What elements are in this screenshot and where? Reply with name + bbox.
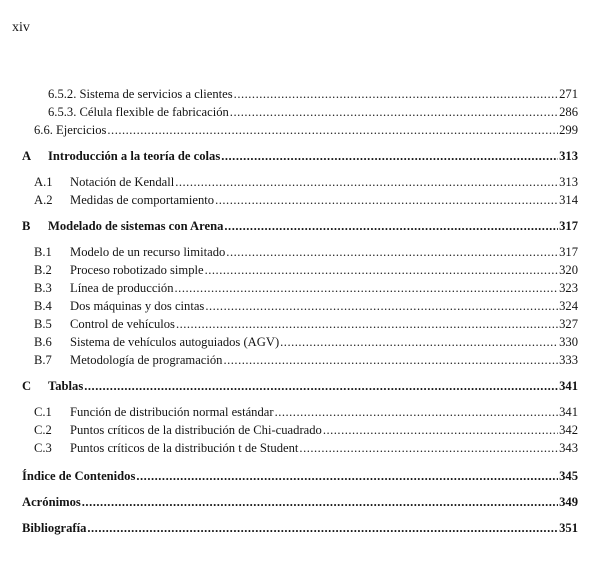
toc-entry-title: Acrónimos — [22, 495, 81, 509]
dot-leader — [275, 405, 559, 420]
toc-entry-page: 342 — [559, 423, 578, 437]
entry-number: B.5 — [34, 317, 52, 331]
entry-title: Puntos críticos de la distribución de Chi-cuadrado — [70, 423, 322, 437]
entry-title: Línea de producción — [70, 281, 174, 295]
entry-number: B.6 — [34, 335, 52, 349]
page-number: xiv — [12, 20, 30, 35]
dot-leader — [234, 87, 558, 102]
toc-entry-a-2 — [22, 193, 578, 211]
toc-entry-title: Índice de Contenidos — [22, 469, 136, 483]
dot-leader — [136, 469, 558, 484]
toc-entry-title: Bibliografía — [22, 521, 87, 535]
toc-entry-title — [34, 299, 204, 314]
entry-number: C.1 — [34, 405, 52, 419]
toc-entry-title: 6.5.2. Sistema de servicios a clientes — [48, 87, 233, 101]
toc-entry-indice — [22, 469, 578, 487]
toc-entry-b-6 — [22, 335, 578, 353]
toc-appendix-c — [22, 379, 578, 397]
table-of-contents — [22, 87, 578, 539]
dot-leader — [175, 175, 558, 190]
entry-number: B.4 — [34, 299, 52, 313]
toc-entry-title — [34, 441, 298, 456]
toc-entry-page: 351 — [559, 521, 578, 535]
entry-number: B.7 — [34, 353, 52, 367]
appendix-letter: A — [22, 149, 32, 163]
appendix-title: Tablas — [48, 379, 84, 393]
toc-entry-title — [34, 317, 175, 332]
toc-entry-page: 341 — [559, 379, 578, 393]
toc-entry-6-5-2 — [22, 87, 578, 105]
entry-number: C.2 — [34, 423, 52, 437]
toc-entry-page: 349 — [559, 495, 578, 509]
entry-title: Proceso robotizado simple — [70, 263, 204, 277]
toc-entry-a-1 — [22, 175, 578, 193]
toc-entry-6-6 — [22, 123, 578, 141]
dot-leader — [323, 423, 558, 438]
toc-entry-page: 343 — [559, 441, 578, 455]
toc-entry-page: 314 — [559, 193, 578, 207]
toc-entry-b-7 — [22, 353, 578, 371]
dot-leader — [226, 245, 558, 260]
dot-leader — [176, 317, 558, 332]
toc-appendix-a — [22, 149, 578, 167]
dot-leader — [107, 123, 558, 138]
dot-leader — [205, 299, 558, 314]
entry-title: Función de distribución normal estándar — [70, 405, 274, 419]
appendix-letter: B — [22, 219, 31, 233]
toc-entry-6-5-3 — [22, 105, 578, 123]
dot-leader — [224, 219, 558, 234]
toc-entry-title — [34, 353, 222, 368]
entry-title: Sistema de vehículos autoguiados (AGV) — [70, 335, 280, 349]
toc-entry-page: 320 — [559, 263, 578, 277]
toc-entry-title — [22, 149, 220, 164]
dot-leader — [223, 353, 558, 368]
toc-entry-page: 327 — [559, 317, 578, 331]
toc-entry-b-1 — [22, 245, 578, 263]
toc-entry-page: 299 — [559, 123, 578, 137]
entry-number: B.3 — [34, 281, 52, 295]
toc-entry-page: 333 — [559, 353, 578, 367]
entry-number: A.2 — [34, 193, 53, 207]
toc-entry-title — [22, 379, 83, 394]
toc-entry-title — [34, 405, 274, 420]
toc-entry-page: 323 — [559, 281, 578, 295]
entry-title: Modelo de un recurso limitado — [70, 245, 226, 259]
toc-entry-page: 345 — [559, 469, 578, 483]
dot-leader — [230, 105, 558, 120]
entry-number: C.3 — [34, 441, 52, 455]
toc-entry-page: 317 — [559, 245, 578, 259]
toc-appendix-b — [22, 219, 578, 237]
toc-entry-title — [34, 175, 174, 190]
entry-title: Dos máquinas y dos cintas — [70, 299, 205, 313]
toc-entry-page: 313 — [559, 149, 578, 163]
entry-number: B.1 — [34, 245, 52, 259]
toc-entry-c-3 — [22, 441, 578, 459]
dot-leader — [205, 263, 559, 278]
entry-title: Notación de Kendall — [70, 175, 175, 189]
toc-entry-page: 313 — [559, 175, 578, 189]
entry-title: Puntos críticos de la distribución t de Student — [70, 441, 299, 455]
dot-leader — [280, 335, 558, 350]
toc-entry-b-3 — [22, 281, 578, 299]
toc-entry-title — [34, 263, 204, 278]
entry-number: B.2 — [34, 263, 52, 277]
dot-leader — [215, 193, 558, 208]
dot-leader — [175, 281, 559, 296]
toc-entry-page: 341 — [559, 405, 578, 419]
toc-entry-bibliografia — [22, 521, 578, 539]
dot-leader — [82, 495, 558, 510]
toc-entry-page: 324 — [559, 299, 578, 313]
dot-leader — [84, 379, 558, 394]
appendix-letter: C — [22, 379, 32, 393]
dot-leader — [221, 149, 558, 164]
toc-entry-title — [34, 423, 322, 438]
appendix-title: Modelado de sistemas con Arena — [48, 219, 224, 233]
toc-entry-page: 271 — [559, 87, 578, 101]
dot-leader — [299, 441, 558, 456]
toc-entry-c-1 — [22, 405, 578, 423]
toc-entry-c-2 — [22, 423, 578, 441]
toc-entry-title: 6.6. Ejercicios — [34, 123, 107, 137]
appendix-title: Introducción a la teoría de colas — [48, 149, 221, 163]
entry-title: Metodología de programación — [70, 353, 223, 367]
toc-entry-title — [34, 245, 225, 260]
entry-title: Control de vehículos — [70, 317, 175, 331]
toc-entry-title — [34, 193, 214, 208]
toc-entry-b-5 — [22, 317, 578, 335]
toc-entry-b-2 — [22, 263, 578, 281]
toc-entry-page: 286 — [559, 105, 578, 119]
toc-entry-page: 317 — [559, 219, 578, 233]
entry-number: A.1 — [34, 175, 53, 189]
toc-entry-title — [34, 281, 174, 296]
toc-entry-acronimos — [22, 495, 578, 513]
toc-entry-title — [22, 219, 223, 234]
toc-entry-title: 6.5.3. Célula flexible de fabricación — [48, 105, 229, 119]
toc-entry-page: 330 — [559, 335, 578, 349]
toc-entry-title — [34, 335, 279, 350]
dot-leader — [87, 521, 558, 536]
entry-title: Medidas de comportamiento — [70, 193, 215, 207]
toc-entry-b-4 — [22, 299, 578, 317]
